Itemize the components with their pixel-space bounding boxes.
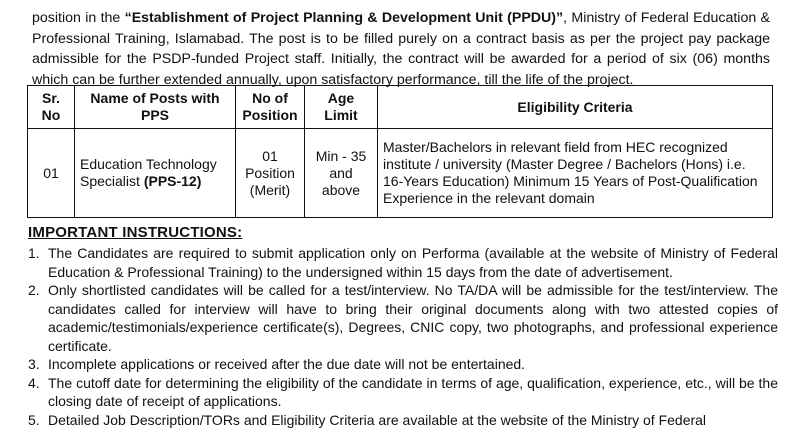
list-item [28, 411, 778, 430]
cell-eligibility: Master/Bachelors in relevant field from HEC recognized institute / university (Master Degree / Bachelors (Hons) i.e. 16-Years Education) Minimum 15 Years of Post-Qualification Experience in the relevant domain [378, 129, 773, 218]
header-positions: No of Position [236, 86, 305, 129]
item-number: 3. [28, 356, 40, 372]
intro-paragraph [32, 8, 770, 90]
list-item [28, 374, 778, 411]
cell-post-name [75, 129, 236, 218]
table-header-row [28, 86, 773, 129]
item-text: The cutoff date for determining the eligibility of the candidate in terms of age, qualification, experience, etc., will be the closing date of receipt of applications. [48, 374, 778, 409]
cell-age-limit: Min - 35 and above [305, 129, 378, 218]
list-item [28, 244, 778, 281]
list-item [28, 355, 778, 374]
item-text: The Candidates are required to submit application only on Performa (available at the website of Ministry of Federal Education & Professional Training) to the undersigned within 15 days from the date of advertisement. [48, 245, 778, 280]
item-text: Incomplete applications or received after the due date will not be entertained. [48, 356, 526, 372]
cell-sr-no: 01 [28, 129, 75, 218]
item-number: 4. [28, 374, 40, 391]
cell-positions: 01 Position (Merit) [236, 129, 305, 218]
header-sr-no: Sr. No [28, 86, 75, 129]
item-number: 2. [28, 282, 40, 298]
list-item [28, 281, 778, 355]
header-age-limit: Age Limit [305, 86, 378, 129]
project-name: “Establishment of Project Planning & Development Unit (PPDU)” [124, 10, 564, 27]
item-text: Detailed Job Description/TORs and Eligibility Criteria are available at the website of the Ministry of Federal [48, 411, 707, 428]
item-number: 5. [28, 411, 40, 428]
instructions-heading: IMPORTANT INSTRUCTIONS: [28, 224, 243, 241]
posts-table [27, 85, 773, 218]
header-eligibility: Eligibility Criteria [378, 86, 773, 129]
table-row [28, 129, 773, 218]
pps-grade: (PPS-12) [143, 173, 202, 189]
item-text: Only shortlisted candidates will be called for a test/interview. No TA/DA will be admissible for the test/interview. The candidates called for interview will have to bring their original documents along with two attested copies of academic/testimonials/experience certificate(s), Degrees, CNIC copy, two photographs, and professional experience certificate. [48, 282, 778, 354]
header-post-name: Name of Posts with PPS [75, 86, 236, 129]
instructions-list [28, 244, 778, 429]
item-number: 1. [28, 245, 40, 261]
intro-suffix: , Ministry of Federal Education & Professional Training, Islamabad. The post is to be filled purely on a contract basis as per the project pay package admissible for the PSDP-funded Project staff. Initially, the contract will be awarded for a period of six (06) months which can be further extended annually, upon satisfactory performance, till the life of the project. [32, 10, 770, 88]
intro-prefix: position in the [32, 10, 125, 27]
post-title: Education Technology Specialist [80, 156, 217, 189]
